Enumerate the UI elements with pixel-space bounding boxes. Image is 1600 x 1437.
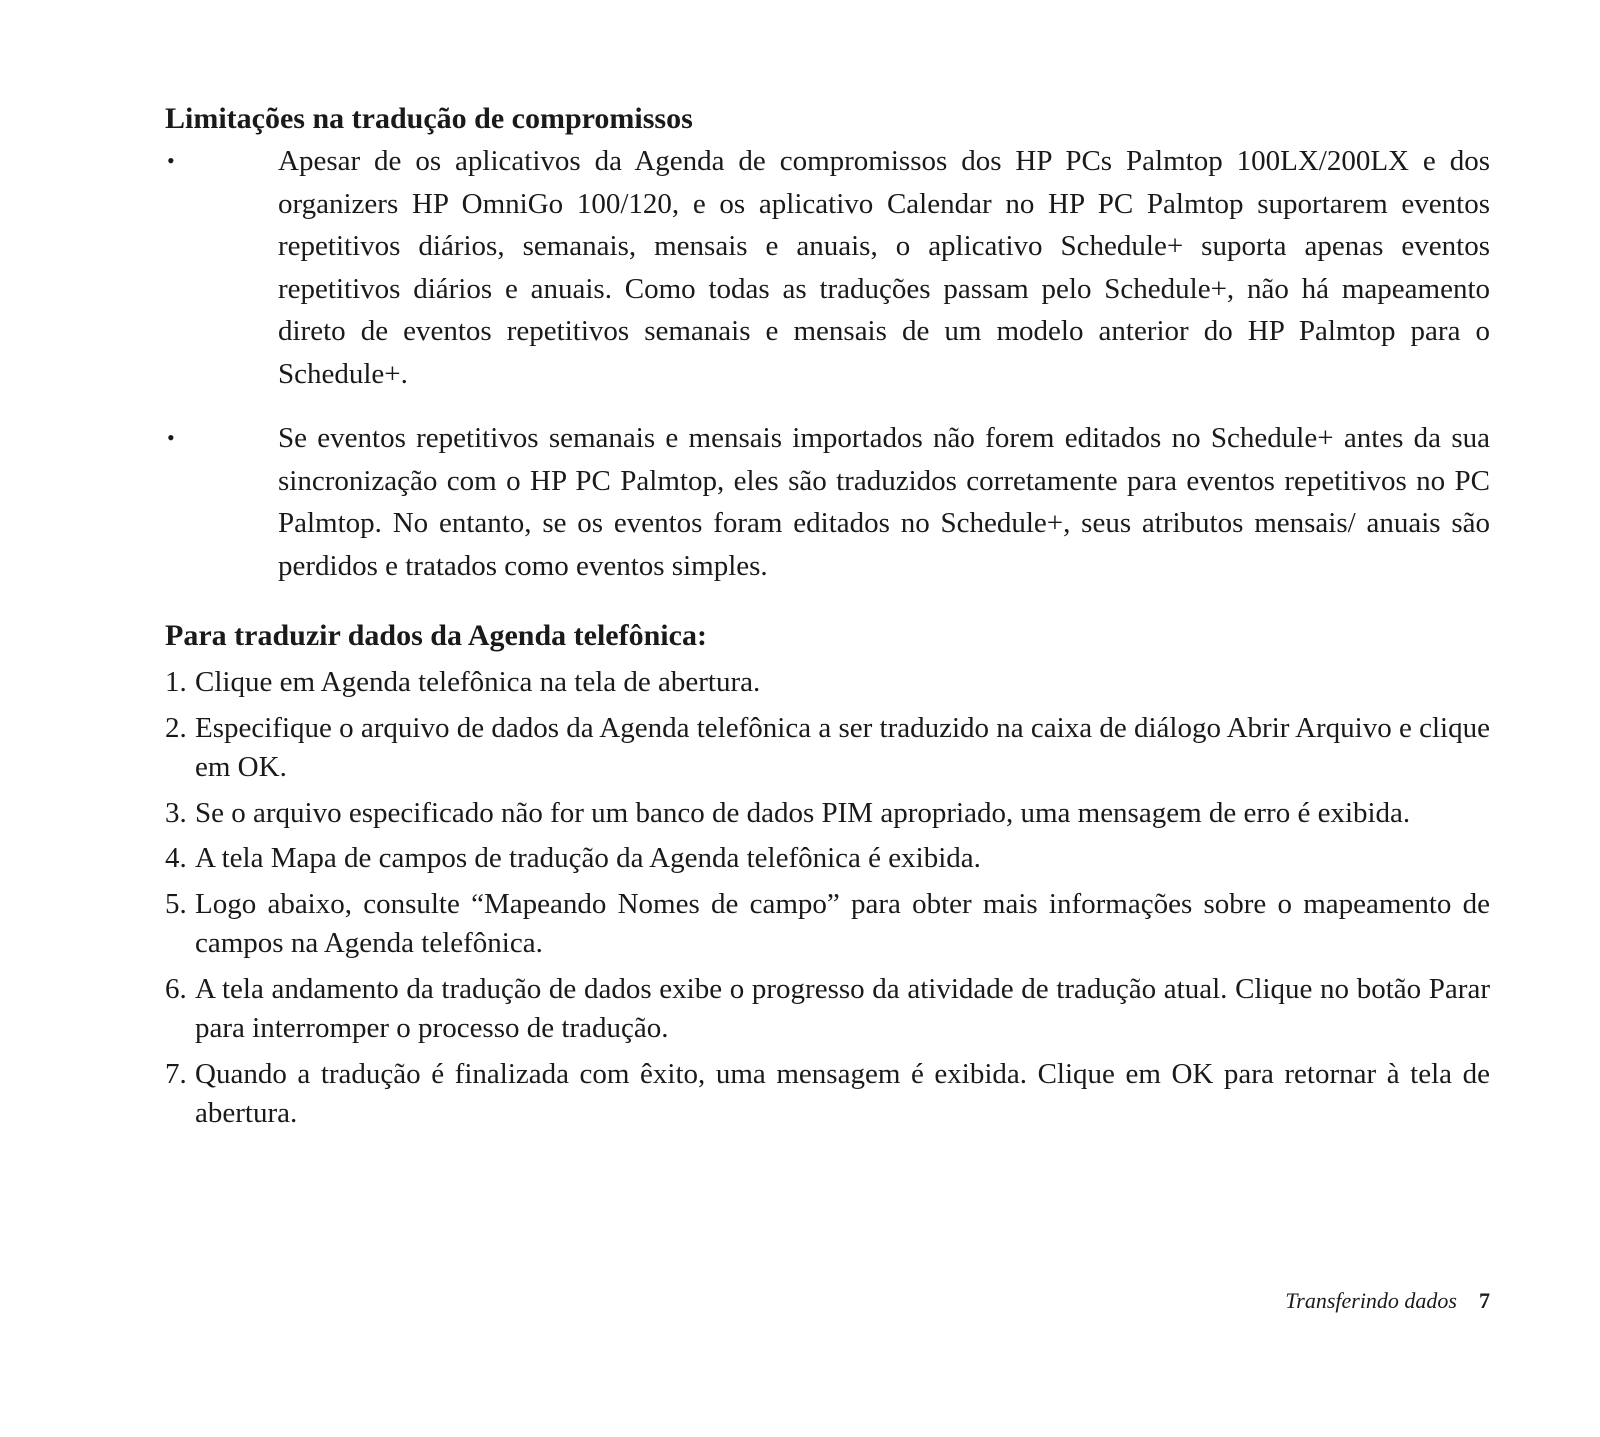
page-footer xyxy=(1200,1288,1490,1314)
step-item xyxy=(165,794,1490,834)
step-number: 7. xyxy=(165,1057,187,1090)
limitations-bullet-list xyxy=(165,140,1490,587)
footer-title: Transferindo dados xyxy=(1285,1288,1457,1313)
step-item xyxy=(165,839,1490,879)
section-phonebook xyxy=(165,615,1490,1134)
step-number: 2. xyxy=(165,711,187,744)
step-number: 1. xyxy=(165,666,187,698)
step-item xyxy=(165,970,1490,1049)
step-text: A tela andamento da tradução de dados exibe o progresso da atividade de tradução atual. Clique no botão Parar para interromper o processo de tradução. xyxy=(195,972,1490,1044)
bullet-text: Apesar de os aplicativos da Agenda de compromissos dos HP PCs Palmtop 100LX/200LX e dos organizers HP OmniGo 100/120, e os aplicativo Calendar no HP PC Palmtop suportarem eventos repetitivos diários, semanais, mensais e anuais, o aplicativo Schedule+ suporta apenas eventos repetitivos diários e anuais. Como todas as traduções passam pelo Schedule+, não há mapeamento direto de eventos repetitivos semanais e mensais de um modelo anterior do HP Palmtop para o Schedule+. xyxy=(278,145,1490,390)
step-item xyxy=(165,663,1490,703)
step-number: 4. xyxy=(165,842,187,874)
steps-list xyxy=(165,663,1490,1134)
step-text: Se o arquivo especificado não for um banco de dados PIM apropriado, uma mensagem de erro é exibida. xyxy=(195,796,1411,829)
step-number: 5. xyxy=(165,887,187,920)
bullet-marker: • xyxy=(167,425,175,450)
document-page xyxy=(165,98,1490,1134)
step-text: Logo abaixo, consulte “Mapeando Nomes de campo” para obter mais informações sobre o mapeamento de campos na Agenda telefônica. xyxy=(195,887,1490,959)
page-number: 7 xyxy=(1479,1288,1490,1313)
bullet-text: Se eventos repetitivos semanais e mensais importados não forem editados no Schedule+ antes da sua sincronização com o HP PC Palmtop, eles são traduzidos corretamente para eventos repetitivos no PC Palmtop. No entanto, se os eventos foram editados no Schedule+, seus atributos mensais/ anuais são perdidos e tratados como eventos simples. xyxy=(278,422,1490,582)
step-text: Clique em Agenda telefônica na tela de abertura. xyxy=(195,666,761,698)
bullet-item xyxy=(165,140,1490,395)
step-text: Especifique o arquivo de dados da Agenda telefônica a ser traduzido na caixa de diálogo Abrir Arquivo e clique em OK. xyxy=(195,711,1490,783)
step-number: 3. xyxy=(165,796,187,829)
section-heading-phonebook: Para traduzir dados da Agenda telefônica: xyxy=(165,619,707,652)
step-item xyxy=(165,885,1490,964)
bullet-marker: • xyxy=(167,148,175,173)
step-item xyxy=(165,1055,1490,1134)
step-text: A tela Mapa de campos de tradução da Agenda telefônica é exibida. xyxy=(195,842,981,874)
bullet-item xyxy=(165,417,1490,587)
step-item xyxy=(165,709,1490,788)
section-heading-limitations: Limitações na tradução de compromissos xyxy=(165,102,693,135)
step-number: 6. xyxy=(165,972,187,1005)
step-text: Quando a tradução é finalizada com êxito, uma mensagem é exibida. Clique em OK para retornar à tela de abertura. xyxy=(195,1057,1490,1129)
